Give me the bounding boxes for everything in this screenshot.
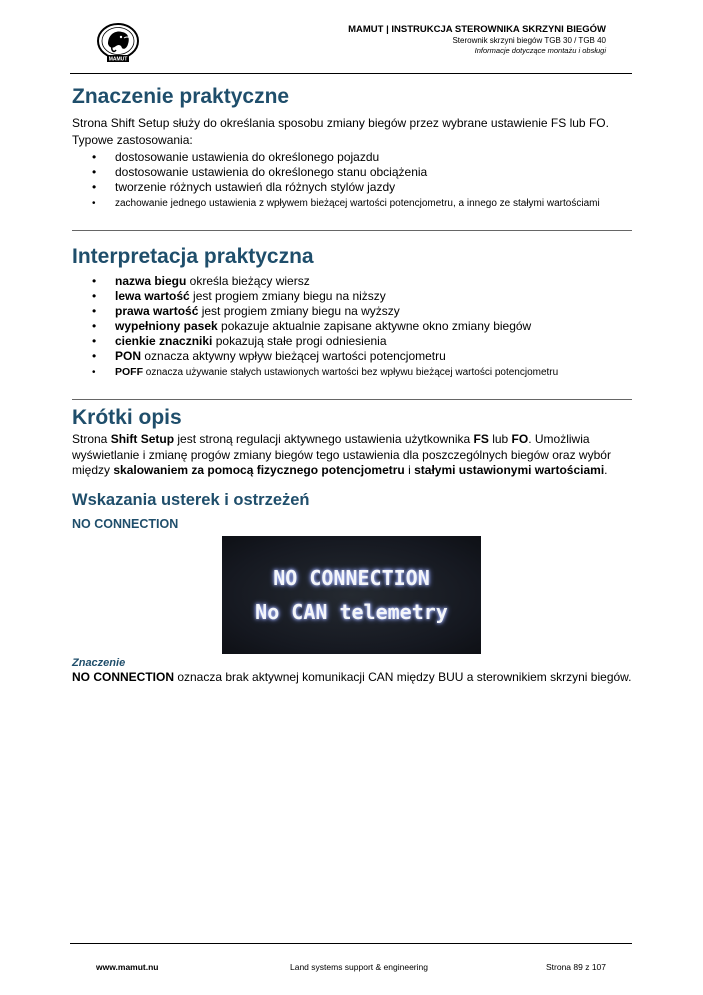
footer-page-number: Strona 89 z 107: [545, 962, 606, 972]
list-item: • POFF oznacza używanie stałych ustawionych wartości bez wpływu bieżącej wartości potencjometru: [72, 365, 632, 380]
list-item: • lewa wartość jest progiem zmiany biegu na niższy: [72, 289, 632, 304]
section-divider: [72, 230, 632, 231]
list-item: • PON oznacza aktywny wpływ bieżącej wartości potencjometru: [72, 349, 632, 364]
list-item: • prawa wartość jest progiem zmiany biegu na wyższy: [72, 304, 632, 319]
fault-label: NO CONNECTION: [72, 517, 179, 531]
list-item: • nazwa biegu określa bieżący wiersz: [72, 274, 632, 289]
mamut-logo: [94, 20, 142, 64]
header-note: Informacje dotyczące montażu i obsługi: [474, 46, 606, 55]
header-title: MAMUT | INSTRUKCJA STEROWNIKA SKRZYNI BIEGÓW: [348, 24, 606, 35]
screen-line-2: No CAN telemetry: [255, 600, 448, 624]
interpretation-list: [72, 274, 632, 380]
section-intro-2: Typowe zastosowania:: [72, 132, 193, 147]
section-intro: Strona Shift Setup służy do określania sposobu zmiany biegów przez wybrane ustawienie FS lub FO.: [72, 116, 609, 130]
section-heading: Krótki opis: [72, 406, 182, 429]
usage-list: [72, 150, 632, 211]
list-item: • cienkie znaczniki pokazują stałe progi odniesienia: [72, 334, 632, 349]
section-faults: [72, 490, 632, 531]
fault-meaning: [72, 657, 632, 686]
meaning-label: Znaczenie: [72, 657, 126, 669]
list-item: • dostosowanie ustawienia do określonego pojazdu: [72, 150, 632, 165]
section-heading: Znaczenie praktyczne: [72, 85, 290, 108]
section-interpretation: [72, 244, 632, 380]
screen-line-1: NO CONNECTION: [273, 566, 430, 590]
list-item: • dostosowanie ustawienia do określonego stanu obciążenia: [72, 165, 632, 180]
list-item: • tworzenie różnych ustawień dla różnych stylów jazdy: [72, 180, 632, 195]
description-paragraph: Strona Shift Setup jest stroną regulacji aktywnego ustawienia użytkownika FS lub FO. Umożliwia wyświetlanie i zmianę progów zmiany biegów tego ustawienia dla poszczególnych biegów oraz wybór między skalowaniem za pomocą fizycznego potencjometru i stałymi ustawionymi wartościami.: [72, 432, 611, 477]
logo-text: MAMUT: [108, 56, 128, 63]
section-heading: Interpretacja praktyczna: [72, 245, 314, 268]
footer-tagline: Land systems support & engineering: [290, 962, 428, 972]
list-item: • wypełniony pasek pokazuje aktualnie zapisane aktywne okno zmiany biegów: [72, 319, 632, 334]
section-practical-meaning: [72, 84, 632, 211]
meaning-text: NO CONNECTION oznacza brak aktywnej komunikacji CAN między BUU a sterownikiem skrzyni biegów.: [72, 670, 632, 684]
list-item: • zachowanie jednego ustawienia z wpływem bieżącej wartości potencjometru, a innego ze stałymi wartościami: [72, 196, 632, 211]
page-footer: [70, 943, 632, 974]
section-heading: Wskazania usterek i ostrzeżeń: [72, 491, 310, 509]
display-screenshot: [222, 536, 481, 654]
section-divider: [72, 399, 632, 400]
page-header: [70, 16, 632, 74]
footer-website: www.mamut.nu: [96, 962, 159, 972]
section-short-description: [72, 405, 632, 479]
header-subtitle: Sterownik skrzyni biegów TGB 30 / TGB 40: [452, 36, 606, 45]
